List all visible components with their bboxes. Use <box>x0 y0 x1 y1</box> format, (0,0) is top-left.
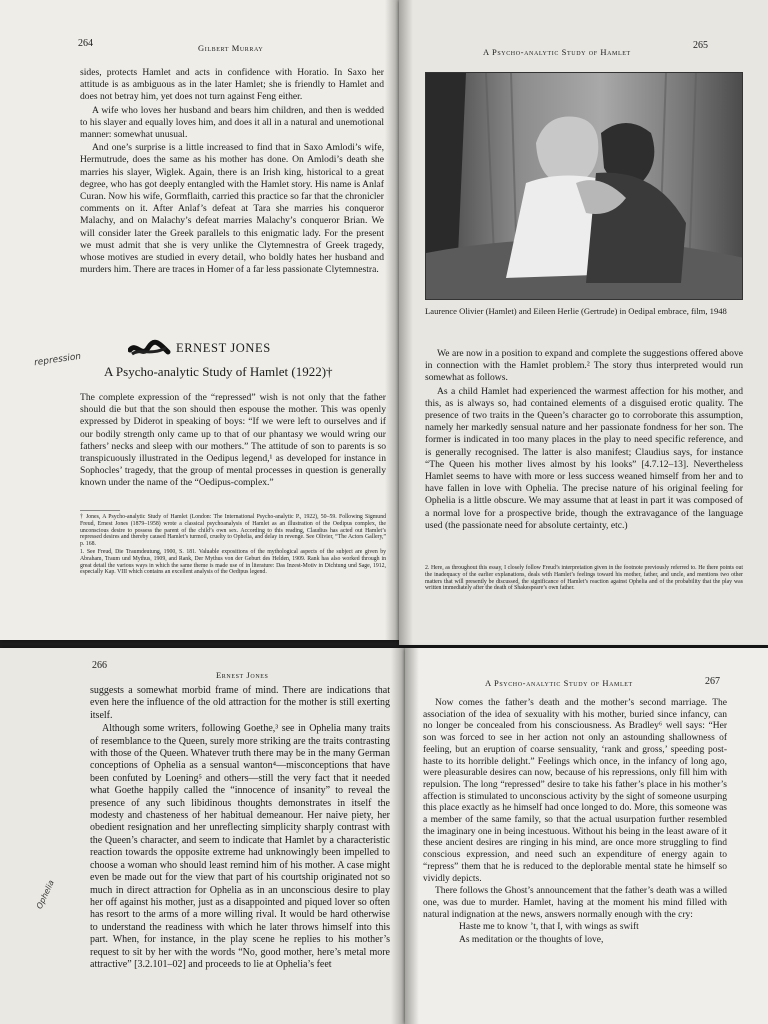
paragraph: Although some writers, following Goethe,³ see in Ophelia many traits of resemblance to the Queen, surely more striking are the traits contrasting with those of the Queen. Whatever truth there may be in the many German conceptions of Ophelia as a sensual wanton⁴—misconceptions that have been confuted by Loening⁵ and others—still the very fact that it needed what Goethe happily called the “innocence of insanity” to reveal the presence of any such libidinous thoughts demonstrates in itself the modesty and chasteness of her habitual demeanour. Her naive piety, her obedient resignation and her unreflecting simplicity sharply contrast with the Queen’s character, and seem to indicate that Hamlet by a characteristic reaction towards the opposite extreme had unknowingly been impelled to choose a woman who should least remind him of his mother. A case might even be made out for the view that part of his courtship originated not so much in direct attraction for Ophelia as in an unconscious desire to play her off against his mother, just as a disappointed and piqued lover so often has resort to the arms of a more willing rival. It would be hard otherwise to understand the readiness with which he later throws himself into this part. When, for instance, in the play scene he replies to his mother’s request to sit by her with the words “No, good mother, here’s metal more attractive” [3.2.101–02] and proceeds to lie at Ophelia’s feet <box>90 723 390 970</box>
essay-body <box>80 392 386 491</box>
film-still-illustration <box>426 73 743 300</box>
body-text <box>423 698 727 948</box>
body-text <box>425 348 743 533</box>
running-head: Ernest Jones <box>216 670 269 680</box>
running-head: Gilbert Murray <box>198 43 264 53</box>
margin-note-ophelia: Ophelia <box>34 878 56 911</box>
footnote: † Jones, A Psycho-analytic Study of Hamlet (London: The International Psycho-analytic P., 1922), 50–59. Following Sigmund Freud, Ernest Jones (1879–1958) wrote a classical psychoanalysis of Hamlet as an illustration of the Oedipus complex, the unconscious desire to possess the parent of the child’s own sex. According to this reading, Claudius has acted out Hamlet’s repressed desires and thereby caused Hamlet’s turmoil, cruelty to Ophelia, and delay in revenge. See Olivier, “The Actors Gallery,” p. 168. <box>80 514 386 548</box>
footnote: 1. See Freud, Die Traumdeutung, 1900, S. 181. Valuable expositions of the mythological aspects of the subject are given by Abraham, Traum und Mythus, 1909, and Rank, Der Mythus von der Geburt des Helden, 1909. Rank has also worked through in great detail the various ways in which the same theme is made use of in literature: Das Inzest-Motiv in Dichtung und Sage, 1912, especially Kap. VIII which contains an excellent analysis of the Oedipus legend. <box>80 548 386 576</box>
paragraph: The complete expression of the “repressed” wish is not only that the father should die but that the son should then espouse the mother. This was openly expressed by Diderot in speaking of boys: “If we were left to ourselves and if our bodily strength only came up to that of our phantasy we would wring our fathers’ necks and sleep with our mothers.” The attitude of son to parents is so transpicuously illustrated in the Oedipus legend,¹ as developed for instance in Sophocles’ tragedy, that the group of mental processes in question is generally known under the name of the “Oedipus-complex.” <box>80 392 386 489</box>
page-265 <box>399 0 768 645</box>
essay-title: A Psycho-analytic Study of Hamlet (1922)† <box>104 364 333 379</box>
film-still-photo <box>425 72 743 300</box>
body-text <box>90 685 390 972</box>
footnote: 2. Here, as throughout this essay, I closely follow Freud’s interpretation given in the footnote previously referred to. He there points out the inadequacy of the earlier explanations, deals with Hamlet’s feelings toward his mother, father, and uncle, and mentions two other matters that will presently be discussed, the significance of Hamlet’s reaction against Ophelia and of the probability that the play was written immediately after the death of Shakespeare’s own father. <box>425 565 743 592</box>
page-number: 266 <box>92 660 107 671</box>
page-264 <box>0 0 399 640</box>
paragraph: Now comes the father’s death and the mother’s second marriage. The association of the idea of sexuality with his mother, buried since infancy, can no longer be concealed from his consciousness. As Bradley⁶ well says: “Her son was forced to see in her action not only an astounding shallowness of feeling, but an eruption of coarse sensuality, ‘rank and gross,’ speeding post-haste to its horrible delight.” Feelings which once, in the infancy of long ago, were pleasurable desires can now, because of his repressions, only fill him with repulsion. The long “repressed” desire to take his father’s place in his mother’s affection is stimulated to unconscious activity by the sight of someone usurping this place exactly as he himself had once longed to do. More, this someone was a member of the same family, so that the actual usurpation further resembled the imaginary one in being incestuous. Without his being in the least aware of it these ancient desires are ringing in his mind, are once more struggling to find conscious expression, and need such an expenditure of energy again to “repress” them that he is reduced to the deplorable mental state he himself so vividly depicts. <box>423 698 727 884</box>
paragraph: There follows the Ghost’s announcement that the father’s death was a willed one, was due to murder. Hamlet, having at the moment his mind filled with natural indignation at the news, answers normally enough with the cry: <box>423 886 727 920</box>
page-gutter-shadow <box>405 648 419 1024</box>
running-head: A Psycho-analytic Study of Hamlet <box>485 678 633 688</box>
photo-caption: Laurence Olivier (Hamlet) and Eileen Herlie (Gertrude) in Oedipal embrace, film, 1948 <box>425 306 727 316</box>
paragraph: As a child Hamlet had experienced the warmest affection for his mother, and this, as is always so, had contained elements of a disguised erotic quality. The presence of two traits in the Queen’s character go to corroborate this assumption, namely her markedly sensual nature and her passionate fondness for her son. The former is indicated in too many places in the play to need specific reference, and is generally recognised. The latter is also manifest; Claudius says, for instance “The Queen his mother lives almost by his looks” [4.7.12–13]. Nevertheless Hamlet seems to have with more or less success weaned himself from her and to have fallen in love with Ophelia. The precise nature of his original feeling for Ophelia is a little obscure. We may assume that at least in part it was composed of a normal love for a prospective bride, though the extravagance of the language used (the passionate need for absolute certainty, etc.) <box>425 385 743 531</box>
page-number: 264 <box>78 38 93 49</box>
footnotes <box>80 514 386 577</box>
body-text-top <box>80 67 384 277</box>
paragraph: We are now in a position to expand and complete the suggestions offered above in connection with the Hamlet problem.² The story thus interpreted would run somewhat as follows. <box>425 348 743 384</box>
verse-line: Haste me to know ’t, that I, with wings as swift <box>459 922 639 933</box>
page-gutter-shadow <box>399 0 413 645</box>
page-number: 265 <box>693 40 708 51</box>
running-head: A Psycho-analytic Study of Hamlet <box>483 47 631 57</box>
margin-note-repression: repression <box>33 351 82 369</box>
footnotes <box>425 565 743 593</box>
page-266 <box>0 648 405 1024</box>
page-gutter-shadow <box>391 648 405 1024</box>
ink-scribble-mark <box>128 338 172 362</box>
page-267 <box>405 648 768 1024</box>
paragraph: sides, protects Hamlet and acts in confidence with Horatio. In Saxo her attitude is as ambiguous as in the later Hamlet; she is friendly to Hamlet and does not betray him, yet does not turn against Feng either. <box>80 67 384 103</box>
essay-author: ERNEST JONES <box>176 341 271 355</box>
page-gutter-shadow <box>385 0 399 640</box>
paragraph: suggests a somewhat morbid frame of mind. There are indications that even here the influence of the old attraction for the mother is still exerting itself. <box>90 685 390 721</box>
footnote-rule <box>80 510 120 511</box>
page-number: 267 <box>705 676 720 687</box>
verse-line: As meditation or the thoughts of love, <box>459 935 604 946</box>
paragraph: A wife who loves her husband and bears him children, and then is wedded to his slayer and equally loves him, and does it all in a natural and unemotional manner: somewhat unusual. <box>80 104 384 141</box>
paragraph: And one’s surprise is a little increased to find that in Saxo Amlodi’s wife, Hermutrude, does the same as his mother has done. On Amlodi’s death she marries his slayer, Wiglek. Again, there is an Irish king, historical to a great degree, who has got deeply entangled with the Hamlet story. His name is Anlaf Curan. Now his wife, Gormflaith, carried this practice so far that the chronicler comments on it. After Anlaf’s defeat at Tara she marries his conqueror Malachy, and on Malachy’s defeat marries Malachy’s conqueror Brian. We will consider later the Greek parallels to this enigmatic lady. For the present we must admit that she is very unlike the Clytemnestra of Greek tragedy, whose motives are studied in every detail, who boldly hates her husband and murders him. There are traces in Homer of a far less passionate Clytemnestra. <box>80 142 384 276</box>
